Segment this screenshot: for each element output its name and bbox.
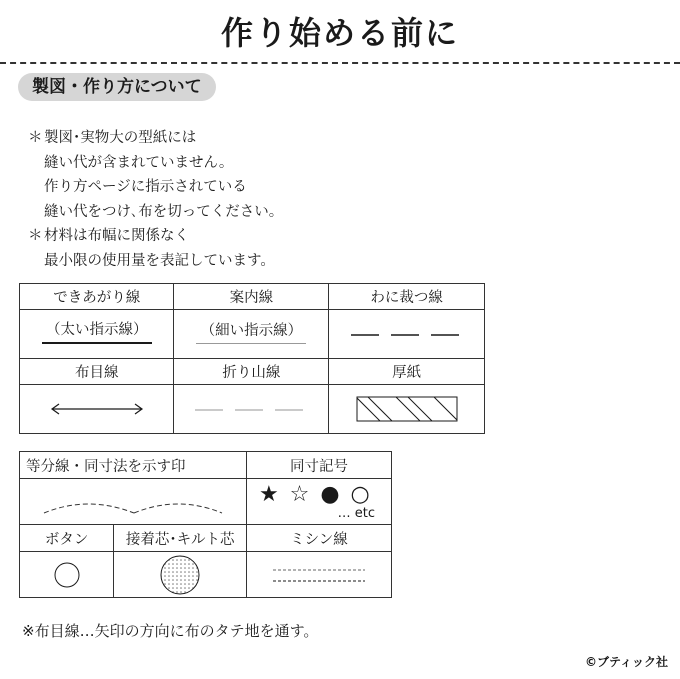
notes-list [28,126,283,273]
grainline-footnote: ※布目線…矢印の方向に布のタテ地を通す。 [22,622,319,640]
mark-legend-table [19,451,392,598]
asterisk-icon: ＊ [28,228,43,244]
header-cell: 布目線 [20,359,174,385]
header-cell: 等分線・同寸法を示す印 [20,452,247,479]
stitch-lines-icon [269,563,369,587]
note-line: 最小限の使用量を表記しています。 [44,252,275,269]
finish-line-label: （太い指示線） [45,322,148,338]
long-dash-line-icon [347,329,467,339]
note-line: 縫い代が含まれていません。 [44,154,234,171]
guide-line-label: （細い指示線） [200,322,303,339]
note-line: 製図･実物大の型紙には [44,130,197,146]
header-cell: できあがり線 [20,284,174,310]
dotted-circle-icon [159,554,201,596]
finish-line-cell [20,310,174,359]
interfacing-cell [114,552,247,598]
page-title: 作り始める前に [220,14,459,52]
note-item [28,224,283,273]
note-line: 作り方ページに指示されている [44,179,247,195]
stitch-line-cell [246,552,391,598]
same-size-symbol-cell [246,479,391,525]
dashed-arc-icon [38,487,228,517]
button-cell [20,552,114,598]
copyright: ©ブティック社 [584,655,668,669]
hatched-rect-icon [356,396,458,422]
header-cell: ミシン線 [246,525,391,552]
header-cell: わに裁つ線 [329,284,485,310]
double-arrow-icon [47,402,147,416]
fold-line-cell [174,385,329,434]
cardboard-cell [329,385,485,434]
guide-line-cell [174,310,329,359]
thin-line-icon [196,343,306,344]
note-line: 縫い代をつけ､布を切ってください。 [44,203,284,220]
header-cell: ボタン [20,525,114,552]
note-line: 材料は布幅に関係なく [44,228,189,244]
fold-cut-line-cell [329,310,485,359]
symbol-glyphs: ★ ☆ ● ○ [258,481,372,507]
thick-line-icon [42,342,152,344]
note-item [28,126,283,224]
header-cell: 案内線 [174,284,329,310]
line-legend-table [19,283,485,434]
section-heading: 製図・作り方について [18,73,216,101]
header-cell: 折り山線 [174,359,329,385]
symbol-etc: … etc [337,505,375,521]
equal-division-cell [20,479,247,525]
header-cell: 厚紙 [329,359,485,385]
header-cell: 同寸記号 [246,452,391,479]
dashed-divider [0,62,680,64]
grey-dash-line-icon [191,404,311,414]
asterisk-icon: ＊ [28,130,43,146]
header-cell: 接着芯･キルト芯 [114,525,247,552]
button-circle-icon [53,561,81,589]
grainline-cell [20,385,174,434]
